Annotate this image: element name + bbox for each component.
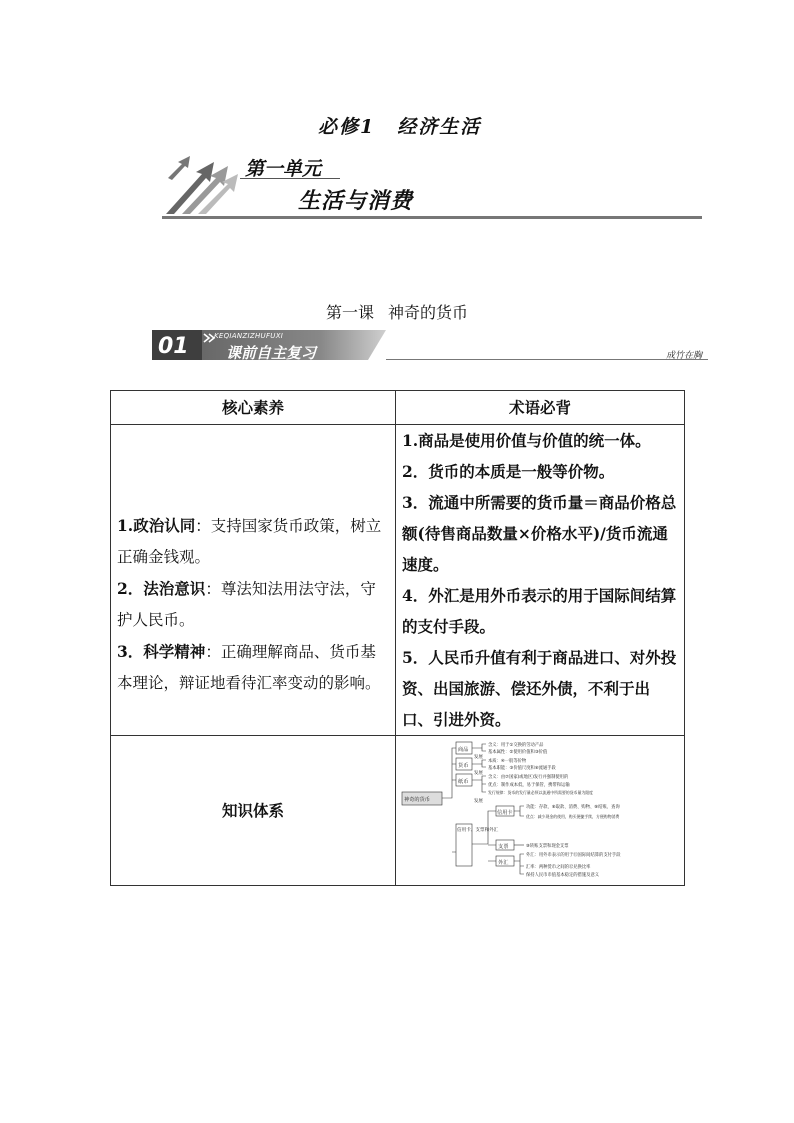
list-item: 5．人民币升值有利于商品进口、对外投资、出国旅游、偿还外债，不利于出口、引进外资。 bbox=[402, 648, 677, 729]
arrows-icon bbox=[166, 156, 238, 214]
mindmap-leaf: 含义：由⑦国家(或地区)发行并强制使用的 bbox=[488, 775, 569, 780]
table-header-row bbox=[111, 391, 685, 425]
mindmap-node: 信用卡、支票和外汇 bbox=[457, 828, 499, 833]
literacy-key: 科学精神 bbox=[143, 641, 206, 661]
list-item: 2．货币的本质是一般等价物。 bbox=[402, 462, 615, 481]
list-item: 2．法治意识：尊法知法用法守法，守护人民币。 bbox=[117, 578, 376, 629]
mindmap-side-label: 发展 bbox=[474, 755, 483, 760]
table-row bbox=[111, 736, 685, 886]
literacy-key: 法治意识 bbox=[143, 578, 206, 598]
mindmap-leaf: 基本职能：⑤价值尺度和⑥流通手段 bbox=[488, 766, 556, 771]
mindmap-node: 货币 bbox=[458, 763, 469, 769]
list-item: 1.商品是使用价值与价值的统一体。 bbox=[402, 431, 651, 450]
section-pinyin: KEQIANZIZHUFUXI bbox=[214, 332, 284, 340]
knowledge-mindmap bbox=[400, 740, 678, 881]
lesson-title bbox=[0, 300, 794, 323]
mindmap-leaf: 优点：减少现金的使用，购买便捷手续，方便购物消费 bbox=[526, 814, 620, 819]
mindmap-node: 商品 bbox=[458, 747, 469, 753]
unit-name: 生活与消费 bbox=[298, 188, 414, 214]
mindmap-leaf: 基本属性：②使用价值和③价值 bbox=[488, 750, 548, 755]
mindmap-leaf: 本质：④一般等价物 bbox=[488, 759, 527, 764]
unit-number: 第一单元 bbox=[245, 158, 322, 180]
lesson-name: 神奇的货币 bbox=[388, 303, 469, 322]
section-right-label: 成竹在胸 bbox=[666, 351, 703, 361]
core-literacy-cell bbox=[111, 425, 396, 736]
mindmap-node: 信用卡 bbox=[497, 810, 513, 816]
mindmap-node: 外汇 bbox=[498, 860, 509, 866]
terms-cell bbox=[396, 425, 685, 736]
mindmap-side-label: 发展 bbox=[474, 771, 483, 776]
mindmap-side-label: 发展 bbox=[474, 799, 483, 804]
mindmap-leaf: 含义：用于①交换的劳动产品 bbox=[488, 743, 544, 748]
section-name: 课前自主复习 bbox=[226, 344, 317, 362]
header-core-literacy: 核心素养 bbox=[111, 391, 396, 425]
mindmap-node: 支票 bbox=[498, 844, 509, 850]
header-terms: 术语必背 bbox=[396, 391, 685, 425]
table-row bbox=[111, 425, 685, 736]
knowledge-label: 知识体系 bbox=[111, 736, 396, 886]
list-item: 3．流通中所需要的货币量＝商品价格总额(待售商品数量×价格水平)/货币流通速度。 bbox=[402, 493, 677, 574]
mindmap-leaf: 发行规律：货币的发行量必须以流通中所需要的货币量为限度 bbox=[488, 790, 594, 795]
section-number: 01 bbox=[158, 334, 189, 359]
mindmap-node: 纸币 bbox=[458, 779, 469, 785]
list-item: 4．外汇是用外币表示的用于国际间结算的支付手段。 bbox=[402, 586, 677, 636]
review-table bbox=[110, 390, 685, 886]
mindmap-leaf: ⑩转账支票和现金支票 bbox=[526, 844, 569, 849]
mindmap-cell bbox=[396, 736, 685, 886]
mindmap-leaf: 外汇：用外币表示的用于⑪国际间结算的支付手段 bbox=[526, 853, 621, 858]
literacy-key: 政治认同 bbox=[133, 515, 196, 535]
mindmap-root: 神奇的货币 bbox=[404, 797, 430, 803]
book-title bbox=[318, 112, 481, 139]
unit-banner bbox=[162, 148, 702, 220]
book-label: 必修1 bbox=[318, 116, 376, 138]
list-item: 1.政治认同：支持国家货币政策，树立正确金钱观。 bbox=[117, 515, 382, 566]
mindmap-leaf: 优点：制作成本低，易于保管，携带和运输 bbox=[488, 783, 570, 788]
mindmap-leaf: 汇率：两种货币之间的⑫兑换比率 bbox=[526, 865, 591, 870]
mindmap-leaf: 保持人民币币值基本稳定的措施及意义 bbox=[526, 873, 600, 878]
lesson-number: 第一课 bbox=[325, 303, 374, 322]
section-divider bbox=[386, 359, 708, 360]
book-subject: 经济生活 bbox=[397, 116, 482, 138]
list-item: 3．科学精神：正确理解商品、货币基本理论，辩证地看待汇率变动的影响。 bbox=[117, 641, 381, 692]
mindmap-leaf: 功能：存款、⑧取款、消费、购物、⑨结账、查询 bbox=[526, 805, 620, 810]
